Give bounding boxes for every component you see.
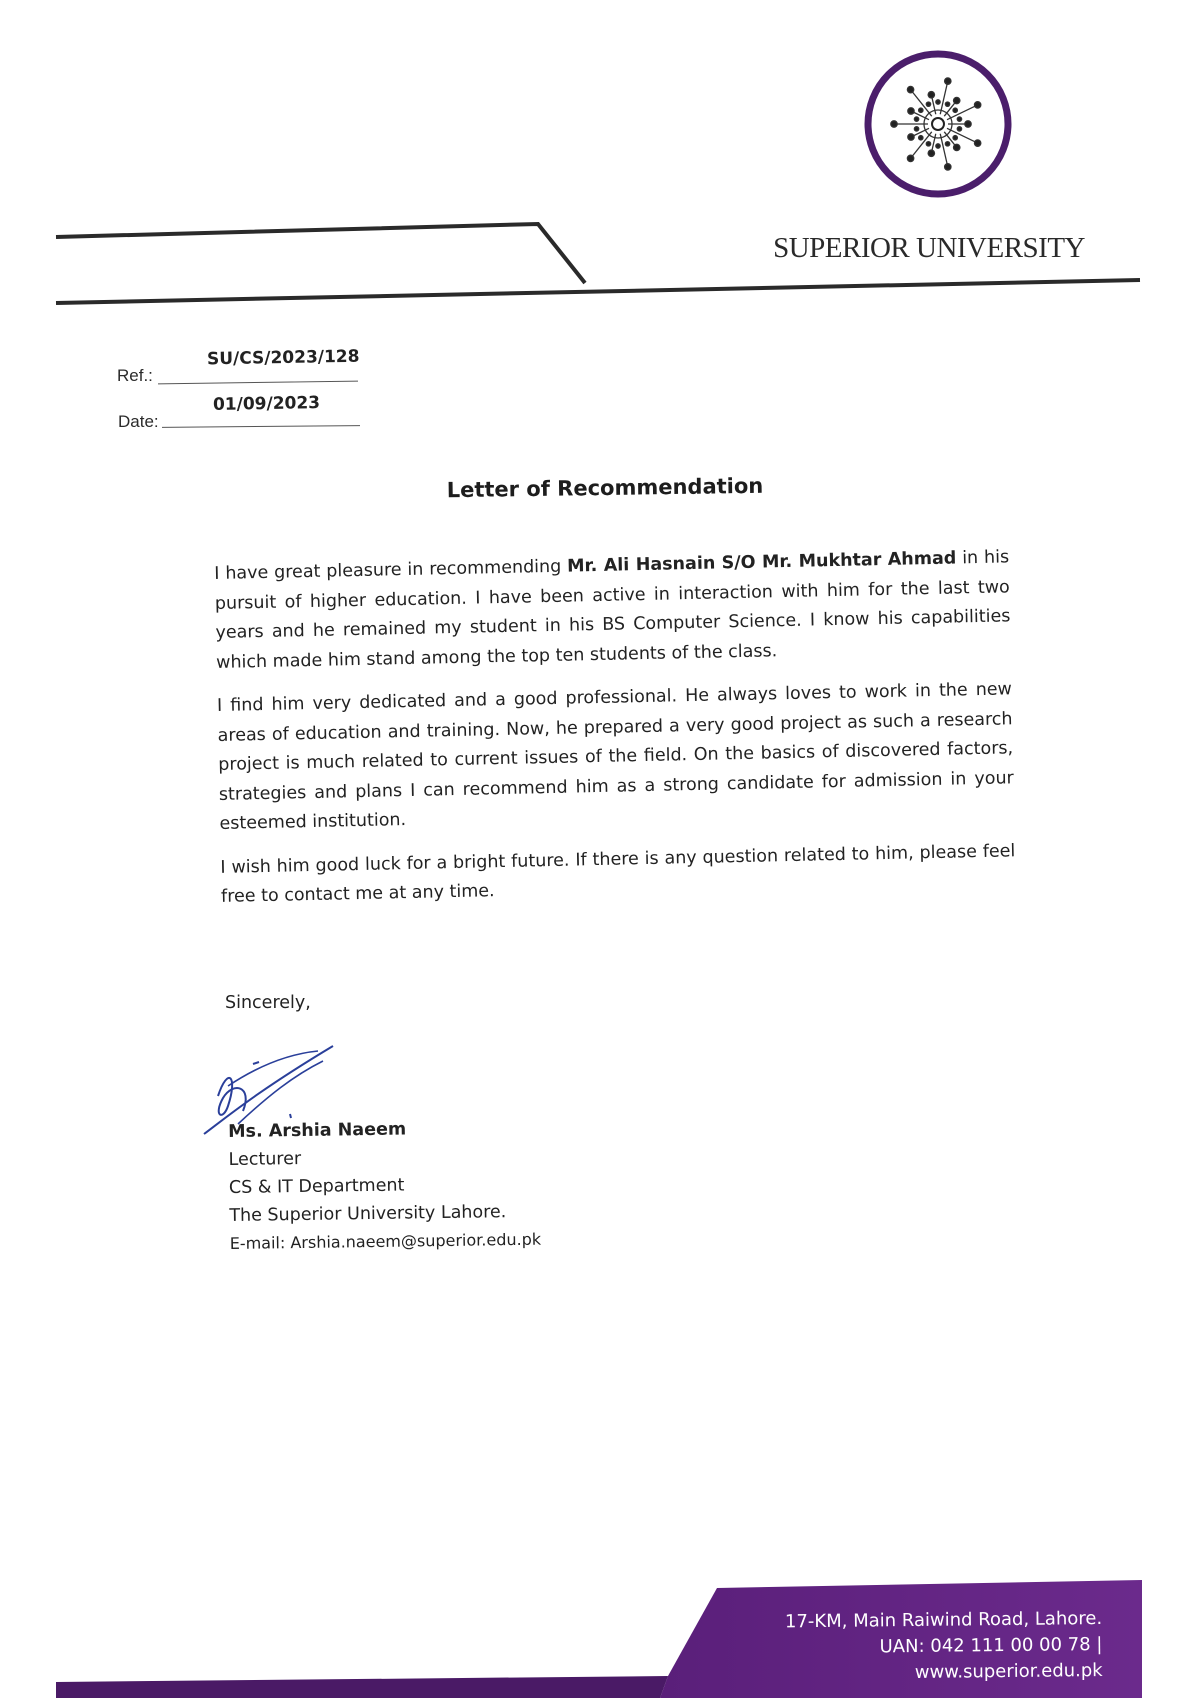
closing: Sincerely, bbox=[225, 993, 311, 1013]
signatory-title: Lecturer bbox=[228, 1148, 302, 1170]
signatory-name: Ms. Arshia Naeem bbox=[228, 1119, 407, 1142]
paragraph-1-intro: I have great pleasure in recommending bbox=[214, 556, 568, 584]
date-value: 01/09/2023 bbox=[212, 393, 321, 415]
signatory-block bbox=[228, 1114, 541, 1258]
ref-label: Ref.: bbox=[117, 366, 153, 385]
date-underline bbox=[162, 425, 360, 428]
letter-title: Letter of Recommendation bbox=[446, 473, 764, 503]
date-label: Date: bbox=[118, 412, 159, 431]
paragraph-1 bbox=[214, 543, 1011, 678]
paragraph-2: I find him very dedicated and a good professional. He always loves to work in the new areas of education and training. Now, he prepared a very good project as such a research project is much related to current issues of the field. On the basics of discovered factors, strategies and plans I can recommend him as a strong candidate for admission in your esteemed institution. bbox=[216, 679, 1014, 834]
footer-address bbox=[700, 1606, 1103, 1688]
footer-contact: UAN: 042 111 00 00 78 | www.superior.edu.pk bbox=[879, 1633, 1103, 1683]
paragraph-1-rest: in his pursuit of higher education. I have been active in interaction with him for the last two years and he remained my student in his BS Computer Science. I know his capabilities which made him stand among the top ten students of the class. bbox=[214, 547, 1011, 673]
header-rule-lines bbox=[0, 0, 1200, 320]
footer-street: 17-KM, Main Raiwind Road, Lahore. bbox=[784, 1607, 1103, 1633]
university-logo-icon bbox=[862, 48, 1014, 200]
candidate-name: Mr. Ali Hasnain S/O Mr. Mukhtar Ahmad bbox=[566, 548, 957, 577]
signatory-email: E-mail: Arshia.naeem@superior.edu.pk bbox=[229, 1229, 542, 1253]
signatory-institution: The Superior University Lahore. bbox=[229, 1202, 507, 1226]
letter-body bbox=[214, 543, 1017, 926]
ref-number: SU/CS/2023/128 bbox=[206, 346, 360, 370]
signatory-department: CS & IT Department bbox=[228, 1175, 405, 1198]
ref-underline bbox=[158, 381, 358, 385]
university-name: SUPERIOR UNIVERSITY bbox=[773, 232, 1085, 264]
paragraph-3: I wish him good luck for a bright future. If there is any question related to him, please feel free to contact me at any time. bbox=[220, 840, 1016, 907]
